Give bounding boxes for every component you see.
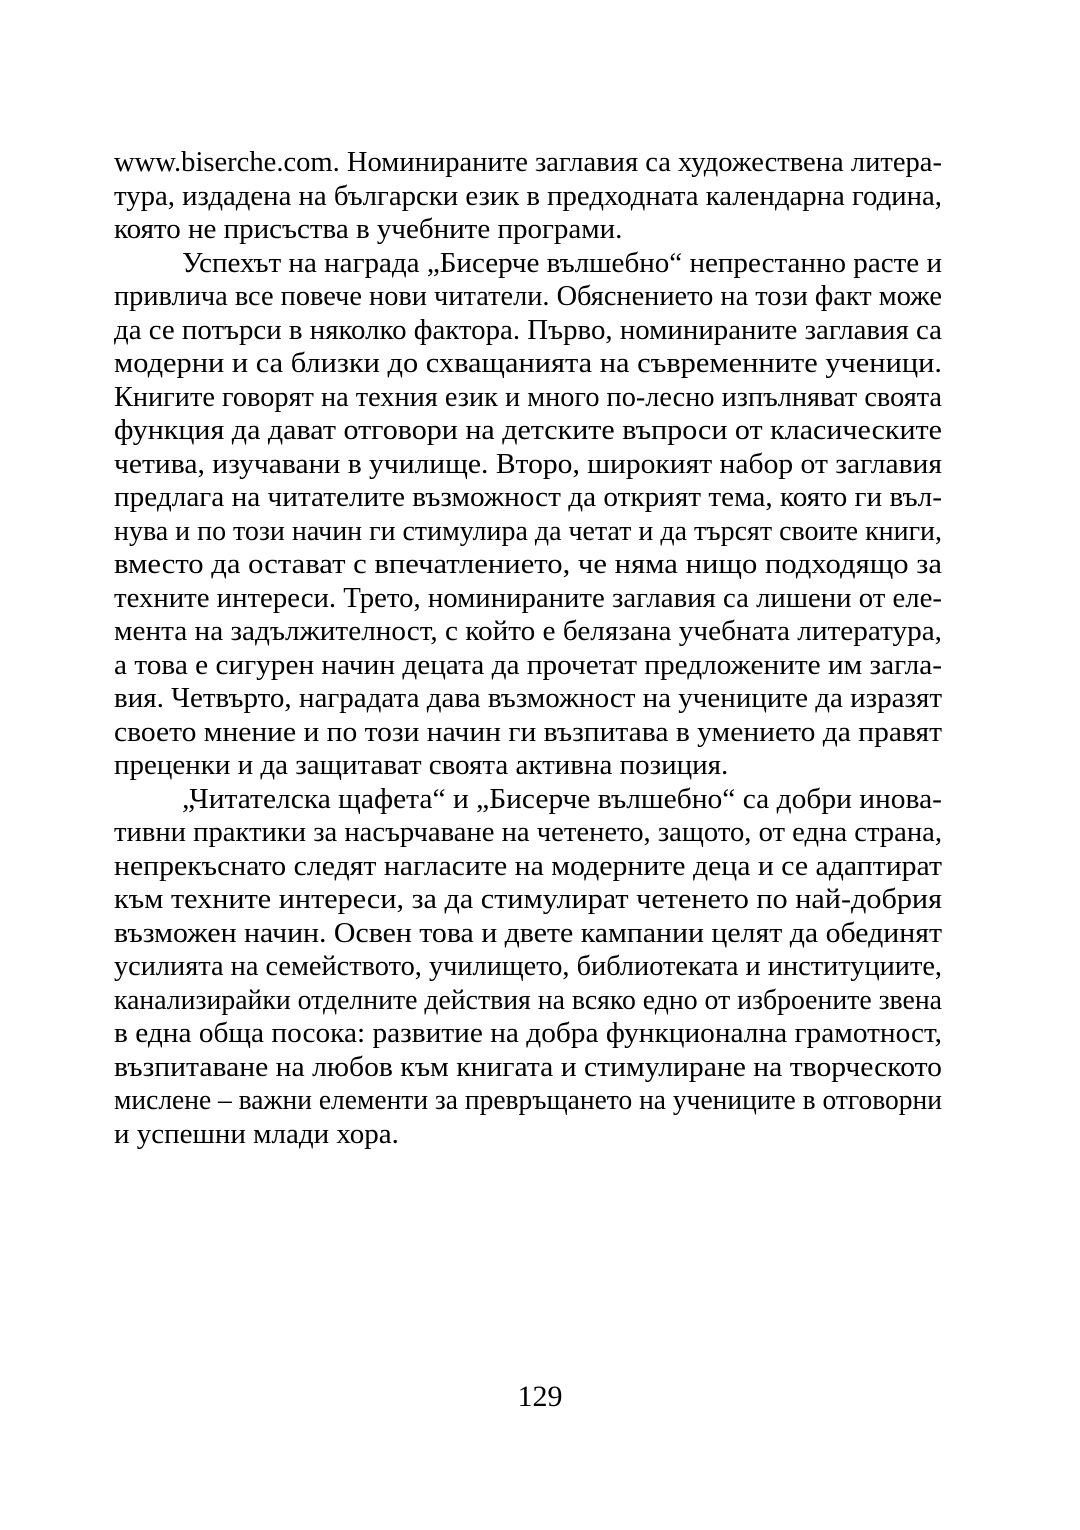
text-line-content: техните интереси. Трето, номинираните заглавия са лишени от еле- [114,581,942,614]
text-line-content: www.biserche.com. Номинираните заглавия са художествена литера- [114,146,942,178]
text-line [114,1017,942,1051]
text-line-content: нува и по този начин ги стимулира да четат и да търсят своите книги, [114,514,942,547]
text-line-content: Успехът на награда „Бисерче вълшебно“ непрестанно расте и [182,246,942,279]
text-line [114,749,942,783]
text-line-content: четива, изучавани в училище. Второ, широкият набор от заглавия [114,447,942,480]
text-line-content: мислене – важни елементи за превръщането на учениците в отговорни [114,1084,942,1116]
text-line [114,213,942,247]
text-line [114,716,942,750]
text-line-content: възможен начин. Освен това и двете кампании целят да обединят [114,916,942,949]
text-line-content: вместо да остават с впечатлението, че няма нищо подходящо за [114,548,942,580]
text-line [114,548,942,582]
text-line [114,582,942,616]
text-line-content: предлага на читателите възможност да открият тема, която ги въл- [114,481,942,513]
text-line-content: да се потърси в няколко фактора. Първо, номинираните заглавия са [114,313,942,346]
text-line [114,247,942,281]
text-line [114,381,942,415]
text-line [114,146,942,180]
body-text [114,146,942,1151]
text-line [114,883,942,917]
text-line-content: а това е сигурен начин децата да прочетат предложените им загла- [114,648,942,681]
text-line [114,180,942,214]
text-line [114,347,942,381]
text-line [114,280,942,314]
text-line-content: в една обща посока: развитие на добра функционална грамотност, [114,1017,942,1049]
text-line [114,682,942,716]
text-line [114,1118,942,1152]
text-line-content: към техните интереси, за да стимулират четенето по най-добрия [114,883,942,915]
text-line [114,917,942,951]
text-line-content: „Читателска щафета“ и „Бисерче вълшебно“ са добри инова- [182,782,942,815]
text-line [114,783,942,817]
text-line [114,515,942,549]
text-line-content: модерни и са близки до схващанията на съвременните ученици. [114,347,942,379]
text-line-content: функция да дават отговори на детските въпроси от класическите [114,414,942,446]
text-line [114,448,942,482]
text-line [114,615,942,649]
text-line [114,850,942,884]
text-line-content: преценки и да защитават своята активна позиция. [114,749,729,781]
text-line [114,314,942,348]
text-line [114,1051,942,1085]
text-line-content: тивни практики за насърчаване на четенето, защото, от една страна, [114,816,942,848]
text-line-content: привлича все повече нови читатели. Обяснението на този факт може [114,280,942,312]
text-line-content: канализирайки отделните действия на всяко едно от изброените звена [114,983,942,1016]
text-line [114,816,942,850]
text-line-content: усилията на семейството, училището, библиотеката и институциите, [114,950,942,982]
text-line [114,1084,942,1118]
text-line-content: възпитаване на любов към книгата и стимулиране на творческото [114,1050,942,1083]
text-line [114,984,942,1018]
text-line-content: мента на задължителност, с който е белязана учебната литература, [114,615,943,647]
text-line-content: непрекъснато следят нагласите на модерните деца и се адаптират [114,849,942,882]
page-number: 129 [517,1380,563,1413]
text-line [114,481,942,515]
text-line-content: тура, издадена на български език в предходната календарна година, [114,179,942,212]
text-line-content: която не присъства в учебните програми. [114,213,623,245]
text-line-content: своето мнение и по този начин ги възпитава в умението да правят [114,715,943,748]
text-line [114,414,942,448]
text-line [114,950,942,984]
text-line-content: вия. Четвърто, наградата дава възможност на учениците да изразят [114,682,943,714]
text-line-content: Книгите говорят на техния език и много по-лесно изпълняват своята [114,380,942,413]
text-line-content: и успешни млади хора. [114,1117,399,1150]
text-line [114,649,942,683]
